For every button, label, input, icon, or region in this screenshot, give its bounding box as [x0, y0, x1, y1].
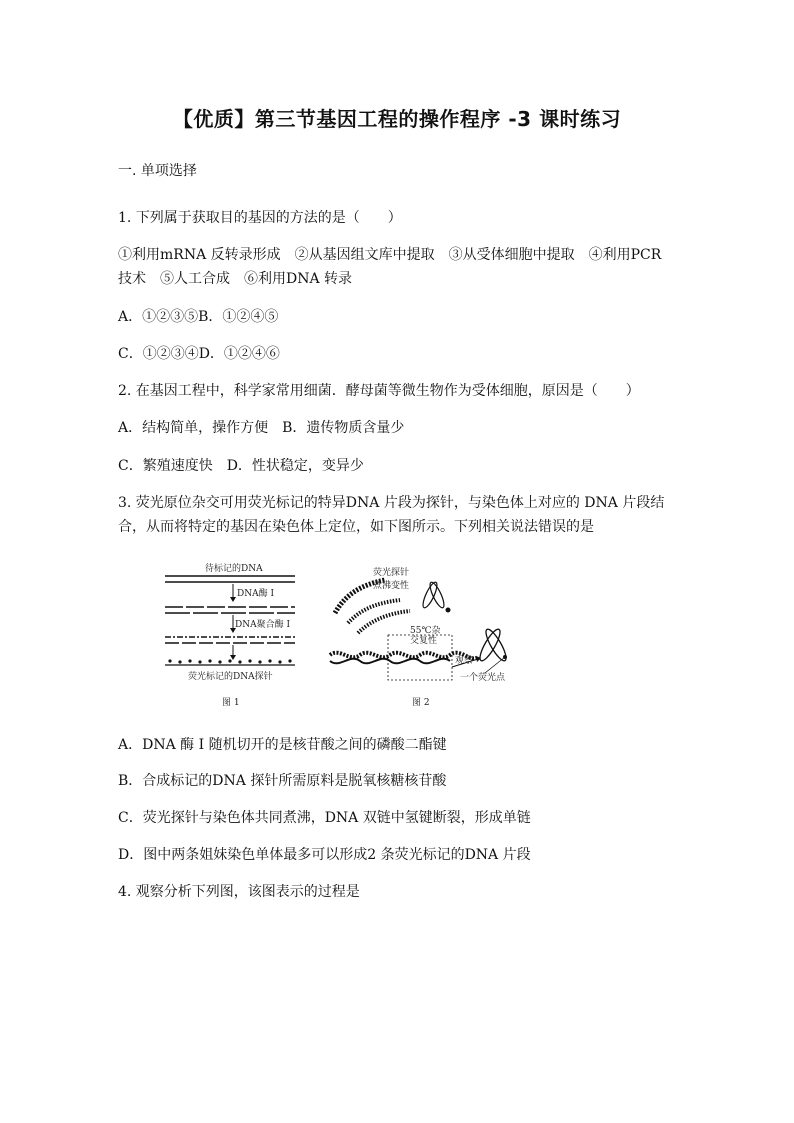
figure-1: [165, 562, 295, 708]
q1-options-cd: C．①②③④D．①②④⑥: [118, 346, 280, 362]
page-title: 【优质】第三节基因工程的操作程序 -3 课时练习: [172, 107, 622, 131]
q1-items-line2: 技术 ⑤人工合成 ⑥利用DNA 转录: [118, 271, 353, 287]
fish-diagram-figure: [160, 555, 540, 715]
fig1-label-enzyme2: DNA聚合酶 I: [235, 620, 291, 630]
fig1-label-enzyme1: DNA酶 I: [237, 589, 275, 599]
q1-stem: 1. 下列属于获取目的基因的方法的是（ ）: [118, 210, 402, 226]
fig1-label-probe: 荧光标记的DNA探针: [188, 672, 273, 682]
fig2-label-spot: 一个荧光点: [460, 673, 506, 683]
q3-option-a: A．DNA 酶 I 随机切开的是核苷酸之间的磷酸二酯键: [118, 737, 447, 753]
q4-stem: 4. 观察分析下列图，该图表示的过程是: [118, 884, 360, 900]
fig2-caption: 图 2: [412, 698, 430, 708]
q1-items-line1: ①利用mRNA 反转录形成 ②从基因组文库中提取 ③从受体细胞中提取 ④利用PCR: [118, 247, 662, 263]
q3-option-d: D．图中两条姐妹染色单体最多可以形成2 条荧光标记的DNA 片段: [118, 847, 531, 863]
fig2-label-boil: 煮沸变性: [373, 581, 410, 591]
q3-stem-line2: 合，从而将特定的基因在染色体上定位，如下图所示。下列相关说法错误的是: [118, 519, 594, 535]
q2-options-cd: C．繁殖速度快 D．性状稳定，变异少: [118, 458, 364, 474]
fig2-label-observe: 观察: [455, 656, 474, 666]
fig2-label-temp: 55℃杂: [410, 626, 441, 636]
q3-stem-line1: 3. 荧光原位杂交可用荧光标记的特异DNA 片段为探针，与染色体上对应的 DNA 片段结: [118, 495, 665, 511]
fig1-label-dna: 待标记的DNA: [205, 564, 263, 574]
q3-option-c: C．荧光探针与染色体共同煮沸，DNA 双链中氢键断裂，形成单链: [118, 810, 531, 826]
q1-options-ab: A．①②③⑤B．①②④⑤: [118, 309, 279, 325]
fig2-label-probe: 荧光探针: [373, 568, 410, 578]
q3-option-b: B．合成标记的DNA 探针所需原料是脱氧核糖核苷酸: [118, 773, 447, 789]
q2-stem: 2. 在基因工程中，科学家常用细菌．酵母菌等微生物作为受体细胞，原因是（ ）: [118, 383, 640, 399]
fig1-caption: 图 1: [222, 698, 240, 708]
fig2-label-hybrid: 交复性: [410, 636, 438, 646]
figure-2: [330, 566, 509, 708]
fish-diagram: [160, 555, 540, 715]
section-heading: 一. 单项选择: [118, 163, 197, 179]
q2-options-ab: A．结构简单，操作方便 B．遗传物质含量少: [118, 420, 405, 436]
